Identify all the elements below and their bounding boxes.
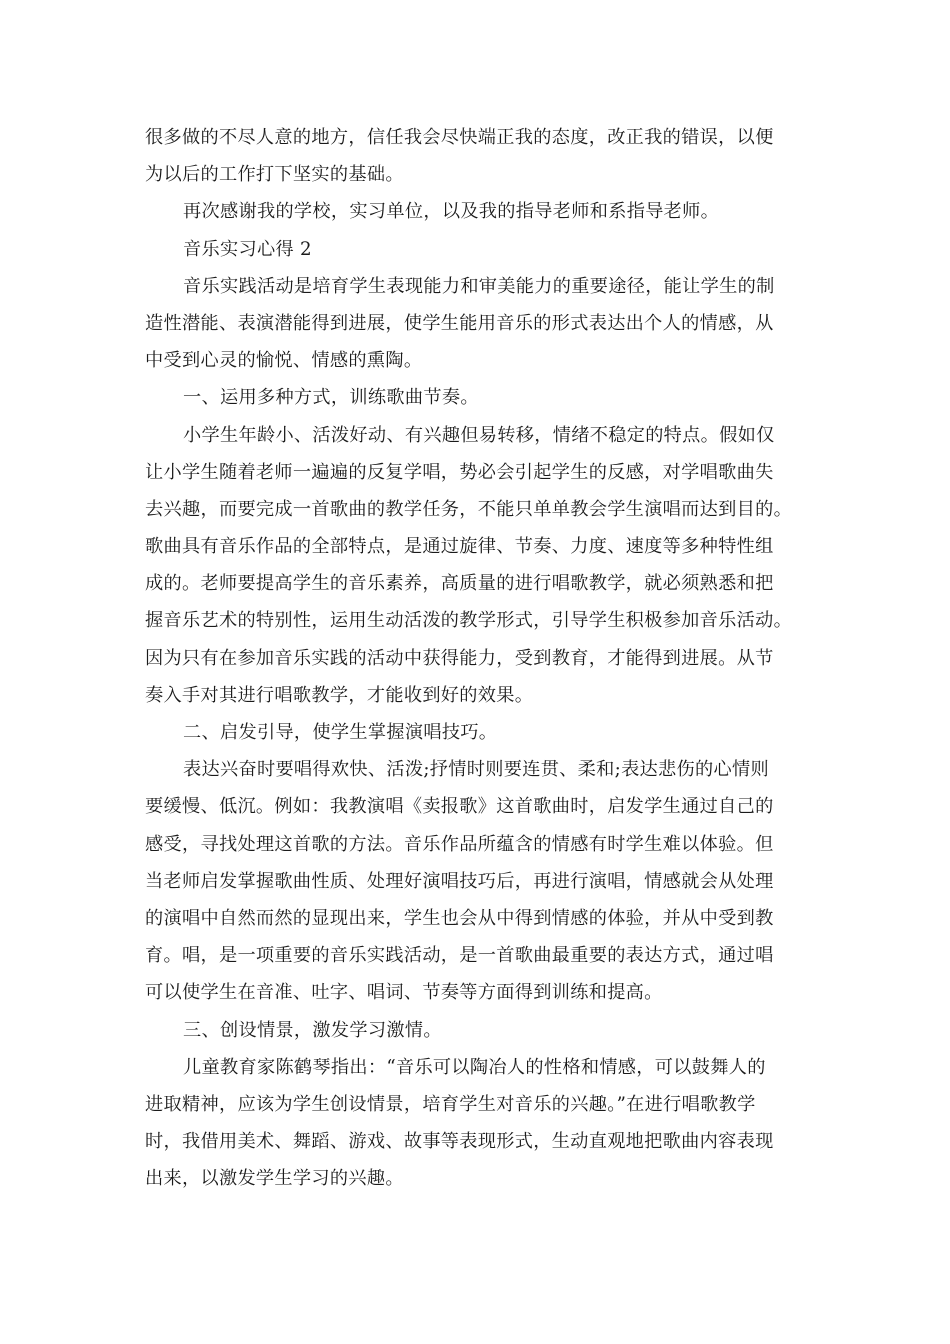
document-body xyxy=(145,119,807,1197)
text-line: 中受到心灵的愉悦、情感的熏陶。 xyxy=(145,350,423,372)
text-line: 进取精神，应该为学生创设情景，培育学生对音乐的兴趣。”在进行唱歌教学 xyxy=(145,1093,756,1115)
text-line: 二、启发引导，使学生掌握演唱技巧。 xyxy=(183,722,498,743)
paragraph xyxy=(145,231,807,268)
paragraph xyxy=(145,714,807,751)
text-line: 音乐实习心得 2 xyxy=(183,238,312,260)
text-line: 为以后的工作打下坚实的基础。 xyxy=(145,164,404,186)
text-line: 造性潜能、表演潜能得到进展，使学生能用音乐的形式表达出个人的情感，从 xyxy=(145,312,774,334)
text-line: 育。唱，是一项重要的音乐实践活动，是一首歌曲最重要的表达方式，通过唱 xyxy=(145,945,774,967)
text-line: 握音乐艺术的特别性，运用生动活泼的教学形式，引导学生积极参加音乐活动。 xyxy=(145,610,793,632)
paragraph xyxy=(145,751,807,1011)
text-line: 去兴趣，而要完成一首歌曲的教学任务，不能只单单教会学生演唱而达到目的。 xyxy=(145,498,793,520)
text-line: 再次感谢我的学校，实习单位，以及我的指导老师和系指导老师。 xyxy=(183,201,720,223)
text-line: 因为只有在参加音乐实践的活动中获得能力，受到教育，才能得到进展。从节 xyxy=(145,647,774,669)
paragraph xyxy=(145,193,807,230)
text-line: 出来，以激发学生学习的兴趣。 xyxy=(145,1168,404,1190)
text-line: 三、创设情景，激发学习激情。 xyxy=(183,1019,442,1041)
text-line: 奏入手对其进行唱歌教学，才能收到好的效果。 xyxy=(145,684,534,706)
paragraph xyxy=(145,1049,807,1198)
paragraph xyxy=(145,417,807,715)
paragraph xyxy=(145,379,807,416)
text-line: 感受，寻找处理这首歌的方法。音乐作品所蕴含的情感有时学生难以体验。但 xyxy=(145,833,774,855)
text-line: 儿童教育家陈鹤琴指出：“音乐可以陶冶人的性格和情感，可以鼓舞人的 xyxy=(183,1056,766,1078)
text-line: 时，我借用美术、舞蹈、游戏、故事等表现形式，生动直观地把歌曲内容表现 xyxy=(145,1131,774,1153)
paragraph xyxy=(145,119,807,193)
text-line: 一、运用多种方式，训练歌曲节奏。 xyxy=(183,387,479,409)
text-line: 成的。老师要提高学生的音乐素养，高质量的进行唱歌教学，就必须熟悉和把 xyxy=(145,573,774,595)
text-line: 可以使学生在音准、吐字、唱词、节奏等方面得到训练和提高。 xyxy=(145,982,663,1004)
text-line: 让小学生随着老师一遍遍的反复学唱，势必会引起学生的反感，对学唱歌曲失 xyxy=(145,461,774,483)
text-line: 当老师启发掌握歌曲性质、处理好演唱技巧后，再进行演唱，情感就会从处理 xyxy=(145,870,774,892)
text-line: 很多做的不尽人意的地方，信任我会尽快端正我的态度，改正我的错误，以便 xyxy=(145,127,774,148)
text-line: 音乐实践活动是培育学生表现能力和审美能力的重要途径，能让学生的制 xyxy=(183,275,775,297)
text-line: 表达兴奋时要唱得欢快、活泼;抒情时则要连贯、柔和;表达悲伤的心情则 xyxy=(183,759,769,781)
paragraph xyxy=(145,1012,807,1049)
text-line: 小学生年龄小、活泼好动、有兴趣但易转移，情绪不稳定的特点。假如仅 xyxy=(183,424,775,446)
text-line: 歌曲具有音乐作品的全部特点，是通过旋律、节奏、力度、速度等多种特性组 xyxy=(145,536,774,558)
text-line: 的演唱中自然而然的显现出来，学生也会从中得到情感的体验，并从中受到教 xyxy=(145,907,774,929)
paragraph xyxy=(145,268,807,380)
text-line: 要缓慢、低沉。例如：我教演唱《卖报歌》这首歌曲时，启发学生通过自己的 xyxy=(145,796,774,818)
